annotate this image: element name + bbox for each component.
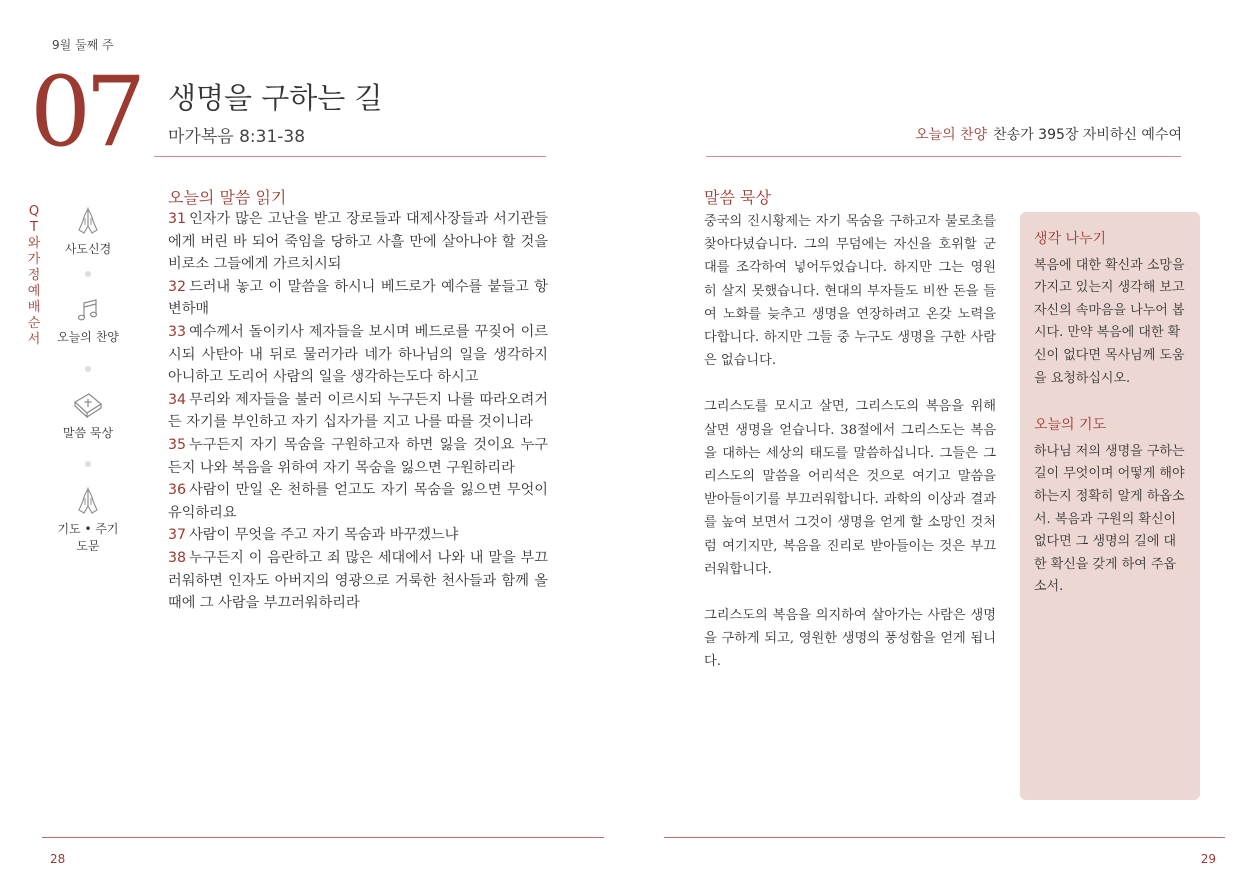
verse — [168, 479, 548, 524]
week-label: 9월 둘째 주 — [52, 38, 114, 52]
verse-number: 37 — [168, 527, 187, 544]
step-label: 기도 • 주기도문 — [57, 522, 119, 553]
prayer-text: 하나님 저의 생명을 구하는 길이 무엇이며 어떻게 해야 하는지 정확히 알게 하옵소서. 복음과 구원의 확신이 없다면 그 생명의 길에 대한 확신을 갖게 하여 주옵소서. — [1034, 443, 1185, 595]
step-separator-dot — [85, 366, 91, 372]
verse-number: 32 — [168, 278, 187, 295]
verse — [168, 321, 548, 389]
page-title: 생명을 구하는 길 — [168, 81, 383, 115]
footer-rule-right — [664, 837, 1225, 838]
sharing-prayer-box — [1020, 212, 1200, 800]
share-heading: 생각 나누기 — [1034, 231, 1107, 247]
verse-number: 33 — [168, 323, 187, 340]
meditation-paragraph: 중국의 진시황제는 자기 목숨을 구하고자 불로초를 찾아다녔습니다. 그의 무덤에는 자신을 호위할 군대를 조각하여 넣어두었습니다. 하지만 그는 영원히 살지 못했습니다. 현대의 부자들도 비싼 돈을 들여 노화를 늦추고 생명을 연장하려고 온갖 노력을 다합니다. 하지만 그들 중 누구도 생명을 구한 사람은 없습니다. — [704, 214, 996, 369]
hymn-text: 찬송가 395장 자비하신 예수여 — [993, 127, 1182, 143]
verse — [168, 389, 548, 434]
step-prayer-lords-prayer — [52, 486, 124, 554]
verse-text: 사람이 만일 온 천하를 얻고도 자기 목숨을 잃으면 무엇이 유익하리요 — [168, 482, 548, 521]
verse-text: 예수께서 돌이키사 제자들을 보시며 베드로를 꾸짖어 이르시되 사탄아 내 뒤로 물러가라 네가 하나님의 일을 생각하지 아니하고 도리어 사람의 일을 생각하는도다 하시고 — [168, 323, 548, 386]
verse — [168, 276, 548, 321]
step-todays-hymn — [52, 298, 124, 345]
verse-number: 36 — [168, 482, 187, 499]
verse-number: 35 — [168, 436, 187, 453]
verse-text: 드러내 놓고 이 말씀을 하시니 베드로가 예수를 붙들고 항변하매 — [168, 278, 548, 318]
meditation-paragraph: 그리스도의 복음을 의지하여 살아가는 사람은 생명을 구하게 되고, 영원한 생명의 풍성함을 얻게 됩니다. — [704, 608, 996, 670]
day-number: 07 — [30, 56, 141, 168]
footer-rule-left — [42, 837, 604, 838]
verse — [168, 547, 548, 615]
meditation-paragraph: 그리스도를 모시고 살면, 그리스도의 복음을 위해 살면 생명을 얻습니다. 38절에서 그리스도는 복음을 대하는 세상의 태도를 말씀하십니다. 그들은 그리스도의 말씀을 어리석은 것으로 여기고 말씀을 받아들이기를 부끄러워합니다. 과학의 이상과 결과를 높여 보면서 그것이 생명을 얻게 할 소망인 것처럼 여기지만, 복음을 진리로 받아들이는 것은 부끄러워합니다. — [704, 399, 996, 577]
verse-text: 인자가 많은 고난을 받고 장로들과 대제사장들과 서기관들에게 버린 바 되어 죽임을 당하고 사흘 만에 살아나야 할 것을 비로소 그들에게 가르치시되 — [168, 211, 548, 273]
step-label: 오늘의 찬양 — [57, 330, 119, 344]
scripture-reference: 마가복음 8:31-38 — [168, 127, 306, 147]
verse-text: 무리와 제자들을 불러 이르시되 누구든지 나를 따라오려거든 자기를 부인하고 자기 십자가를 지고 나를 따를 것이니라 — [168, 391, 548, 431]
header-divider-left — [154, 156, 546, 157]
qt-order-vertical-label: QT와 가정예배 순서 — [27, 204, 41, 347]
meditation-body — [704, 210, 996, 697]
bible-icon — [71, 390, 105, 420]
step-separator-dot — [85, 461, 91, 467]
verse-text: 누구든지 이 음란하고 죄 많은 세대에서 나와 내 말을 부끄러워하면 인자도 아버지의 영광으로 거룩한 천사들과 함께 올 때에 그 사람을 부끄러워하리라 — [168, 549, 548, 612]
verse-number: 38 — [168, 549, 187, 566]
scripture-reading — [168, 208, 548, 615]
reading-heading: 오늘의 말씀 읽기 — [168, 188, 287, 207]
verse-number: 31 — [168, 211, 187, 227]
hymn-label: 오늘의 찬양 — [915, 127, 988, 143]
page-number-right: 29 — [1200, 852, 1216, 866]
music-note-icon — [73, 298, 103, 324]
verse-text: 사람이 무엇을 주고 자기 목숨과 바꾸겠느냐 — [189, 527, 459, 544]
verse — [168, 208, 548, 276]
step-label: 말씀 묵상 — [62, 426, 114, 440]
step-label: 사도신경 — [64, 242, 112, 256]
header-divider-right — [706, 156, 1181, 157]
step-apostles-creed — [52, 206, 124, 257]
prayer-heading: 오늘의 기도 — [1034, 417, 1107, 434]
verse — [168, 434, 548, 479]
verse — [168, 524, 548, 547]
step-word-meditation — [52, 390, 124, 441]
verse-number: 34 — [168, 391, 187, 408]
page-number-left: 28 — [50, 852, 66, 866]
verse-text: 누구든지 자기 목숨을 구원하고자 하면 잃을 것이요 누구든지 나와 복음을 위하여 자기 목숨을 잃으면 구원하리라 — [168, 436, 548, 476]
todays-hymn — [915, 124, 1182, 144]
share-text: 복음에 대한 확신과 소망을 가지고 있는지 생각해 보고 자신의 속마음을 나누어 봅시다. 만약 복음에 대한 확신이 없다면 목사님께 도움을 요청하십시오. — [1034, 257, 1185, 386]
meditation-heading: 말씀 묵상 — [704, 188, 771, 207]
step-separator-dot — [85, 271, 91, 277]
praying-hands-icon — [73, 206, 103, 236]
praying-hands-icon — [73, 486, 103, 516]
